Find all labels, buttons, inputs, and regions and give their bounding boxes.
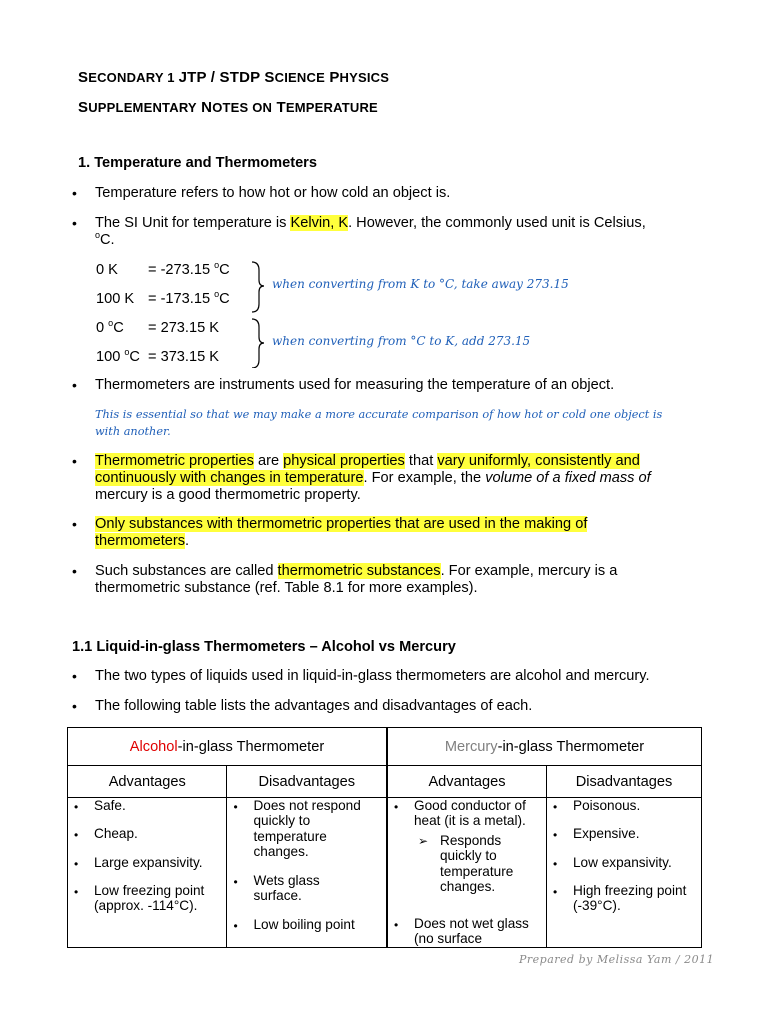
bullet: •: [72, 185, 77, 201]
list-item-cont: surface.: [253, 888, 302, 903]
mercury-advantages-header: Advantages: [387, 766, 547, 798]
list-item-cont: temperature: [440, 864, 514, 879]
note-c-to-k: when converting from °C to K, add 273.15: [272, 334, 531, 348]
list-item: Does not wet glass: [414, 916, 529, 931]
mercury-disadvantages-header: Disadvantages: [547, 766, 702, 798]
conv-row-4-right: = 373.15 K: [148, 349, 220, 365]
bullet-temperature-definition: Temperature refers to how hot or how cold an object is.: [95, 185, 451, 201]
bullet: •: [72, 698, 77, 714]
alcohol-header: Alcohol-in-glass Thermometer: [68, 728, 388, 766]
list-item-cont: (approx. -114°C).: [94, 898, 198, 913]
footer-credit: Prepared by Melissa Yam / 2011: [519, 953, 715, 966]
arrow-bullet-icon: ➢: [418, 834, 429, 848]
list-item: Poisonous.: [573, 798, 641, 813]
mercury-header: Mercury-in-glass Thermometer: [387, 728, 702, 766]
section-1-heading: 1. Temperature and Thermometers: [78, 155, 317, 171]
list-item-cont: (no surface: [414, 931, 483, 946]
list-item-cont: (-39°C).: [573, 898, 621, 913]
list-item: Low boiling point: [253, 917, 355, 932]
list-item: Cheap.: [94, 826, 138, 841]
list-item-cont: quickly to: [440, 848, 497, 863]
mercury-disadvantages-cell: • Poisonous. • Expensive. • Low expansivity. • High freezing point (-39°C).: [547, 798, 702, 948]
bullet-two-liquids: The two types of liquids used in liquid-in-glass thermometers are alcohol and mercury.: [95, 668, 650, 684]
conv-row-1-left: 0 K: [96, 262, 118, 278]
list-item: Safe.: [94, 798, 126, 813]
conv-row-3-left: 0 $^o$C: [96, 318, 124, 336]
list-item-cont: changes.: [253, 844, 309, 859]
list-item: Does not respond: [253, 798, 361, 813]
list-item: Wets glass: [253, 873, 320, 888]
comparison-table: [67, 727, 702, 948]
bullet-thermometric-properties: Thermometric properties are physical properties that vary uniformly, consistently and continuously with changes in temperature. For example, the volume of a fixed mass of mercury is a good thermometric property.: [95, 453, 651, 503]
section-1-1-heading: 1.1 Liquid-in-glass Thermometers – Alcohol vs Mercury: [72, 639, 456, 655]
list-item: Low freezing point: [94, 883, 205, 898]
conv-row-4-left: 100 $^o$C: [96, 347, 140, 365]
list-item-cont: quickly to: [253, 813, 311, 828]
alcohol-disadvantages-cell: • Does not respond quickly to temperature changes. • Wets glass surface. • Low boiling point: [227, 798, 387, 948]
bullet-thermometers-definition: Thermometers are instruments used for measuring the temperature of an object.: [95, 377, 615, 393]
list-item-cont: heat (it is a metal).: [414, 813, 526, 828]
alcohol-disadvantages-header: Disadvantages: [227, 766, 387, 798]
bullet: •: [72, 453, 77, 469]
list-item: Large expansivity.: [94, 855, 203, 870]
bullet: •: [72, 516, 77, 532]
alcohol-advantages-header: Advantages: [68, 766, 227, 798]
document-title: SECONDARY 1 JTP / STDP SCIENCE PHYSICS: [78, 69, 390, 86]
list-item: Expensive.: [573, 826, 640, 841]
list-item-cont: temperature: [253, 829, 327, 844]
conv-row-2-right: = -173.15 $^o$C: [148, 289, 230, 307]
bullet-only-substances: Only substances with thermometric properties that are used in the making of thermometers.: [95, 516, 588, 549]
list-item-cont: changes.: [440, 879, 496, 894]
handwritten-note: This is essential so that we may make a more accurate comparison of how hot or cold one object is with another.: [95, 408, 663, 438]
alcohol-advantages-cell: • Safe. • Cheap. • Large expansivity. • Low freezing point (approx. -114°C).: [68, 798, 227, 948]
note-k-to-c: when converting from K to °C, take away 273.15: [272, 277, 569, 291]
conv-row-3-right: = 273.15 K: [148, 320, 220, 336]
list-item: Low expansivity.: [573, 855, 672, 870]
mercury-advantages-cell: • Good conductor of heat (it is a metal). ➢ Responds quickly to temperature changes. • Does not wet glass (no surface: [387, 798, 547, 948]
bullet: •: [72, 668, 77, 684]
list-item: High freezing point: [573, 883, 687, 898]
conv-row-1-right: = -273.15 $^o$C: [148, 260, 230, 278]
bullet: •: [72, 377, 77, 393]
document-subtitle: SUPPLEMENTARY NOTES ON TEMPERATURE: [78, 99, 378, 116]
bullet-table-intro: The following table lists the advantages and disadvantages of each.: [95, 698, 533, 714]
bullet-thermometric-substances: Such substances are called thermometric substances. For example, mercury is a thermometric substance (ref. Table 8.1 for more examples).: [95, 563, 618, 596]
bullet: •: [72, 215, 77, 231]
list-item: Responds: [440, 833, 502, 848]
list-item: Good conductor of: [414, 798, 526, 813]
bullet-si-unit: The SI Unit for temperature is Kelvin, K. However, the commonly used unit is Celsius, $^o$C.: [95, 215, 646, 248]
bullet: •: [72, 563, 77, 579]
conv-row-2-left: 100 K: [96, 291, 135, 307]
brace-icon: [250, 258, 270, 368]
